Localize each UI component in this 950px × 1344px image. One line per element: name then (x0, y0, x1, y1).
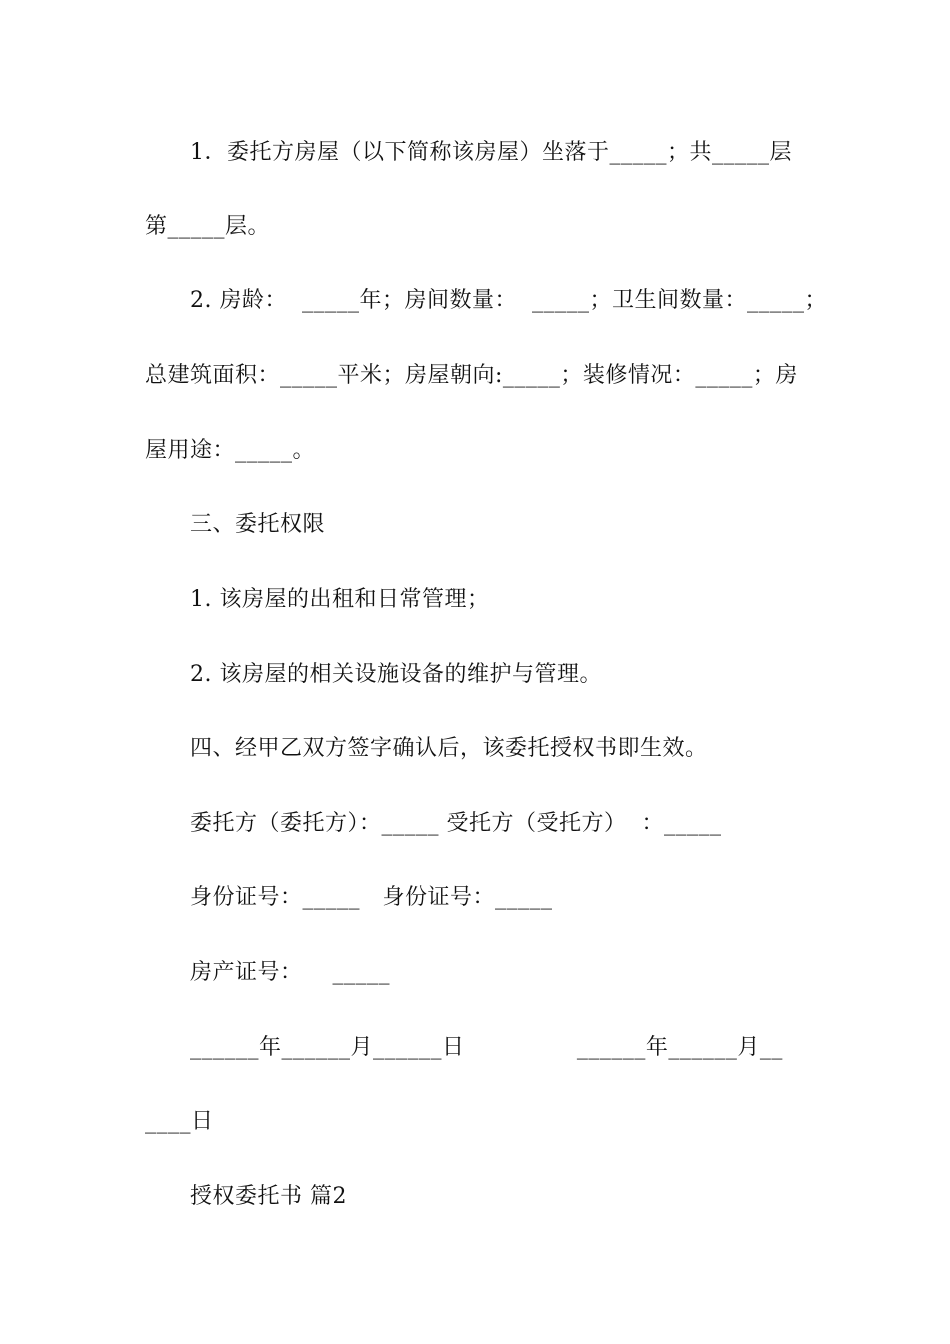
item-2-area-orientation: 总建筑面积：_____平米；房屋朝向:_____；装修情况：_____；房 (145, 363, 798, 388)
item-2-house-details: 2. 房龄： _____年；房间数量： _____；卫生间数量：_____； (190, 288, 827, 313)
signature-dates: ______年______月______日 ______年______月__ (190, 1035, 783, 1060)
item-1-floor-continued: 第_____层。 (145, 214, 271, 239)
authority-item-1: 1. 该房屋的出租和日常管理； (190, 587, 490, 612)
signature-dates-continued: ____日 (145, 1109, 214, 1134)
item-2-usage: 屋用途：_____。 (145, 438, 316, 463)
signature-parties: 委托方（委托方）：_____ 受托方（受托方） ：_____ (190, 811, 722, 836)
authority-item-2: 2. 该房屋的相关设施设备的维护与管理。 (190, 662, 602, 687)
section-3-heading: 三、委托权限 (190, 512, 326, 537)
section-4-effective: 四、经甲乙双方签字确认后，该委托授权书即生效。 (190, 736, 708, 761)
id-numbers: 身份证号：_____ 身份证号：_____ (190, 885, 553, 910)
next-section-title: 授权委托书 篇2 (190, 1184, 347, 1209)
item-1-house-location: 1．委托方房屋（以下简称该房屋）坐落于_____；共_____层 (190, 140, 792, 165)
property-certificate: 房产证号： _____ (190, 960, 390, 985)
